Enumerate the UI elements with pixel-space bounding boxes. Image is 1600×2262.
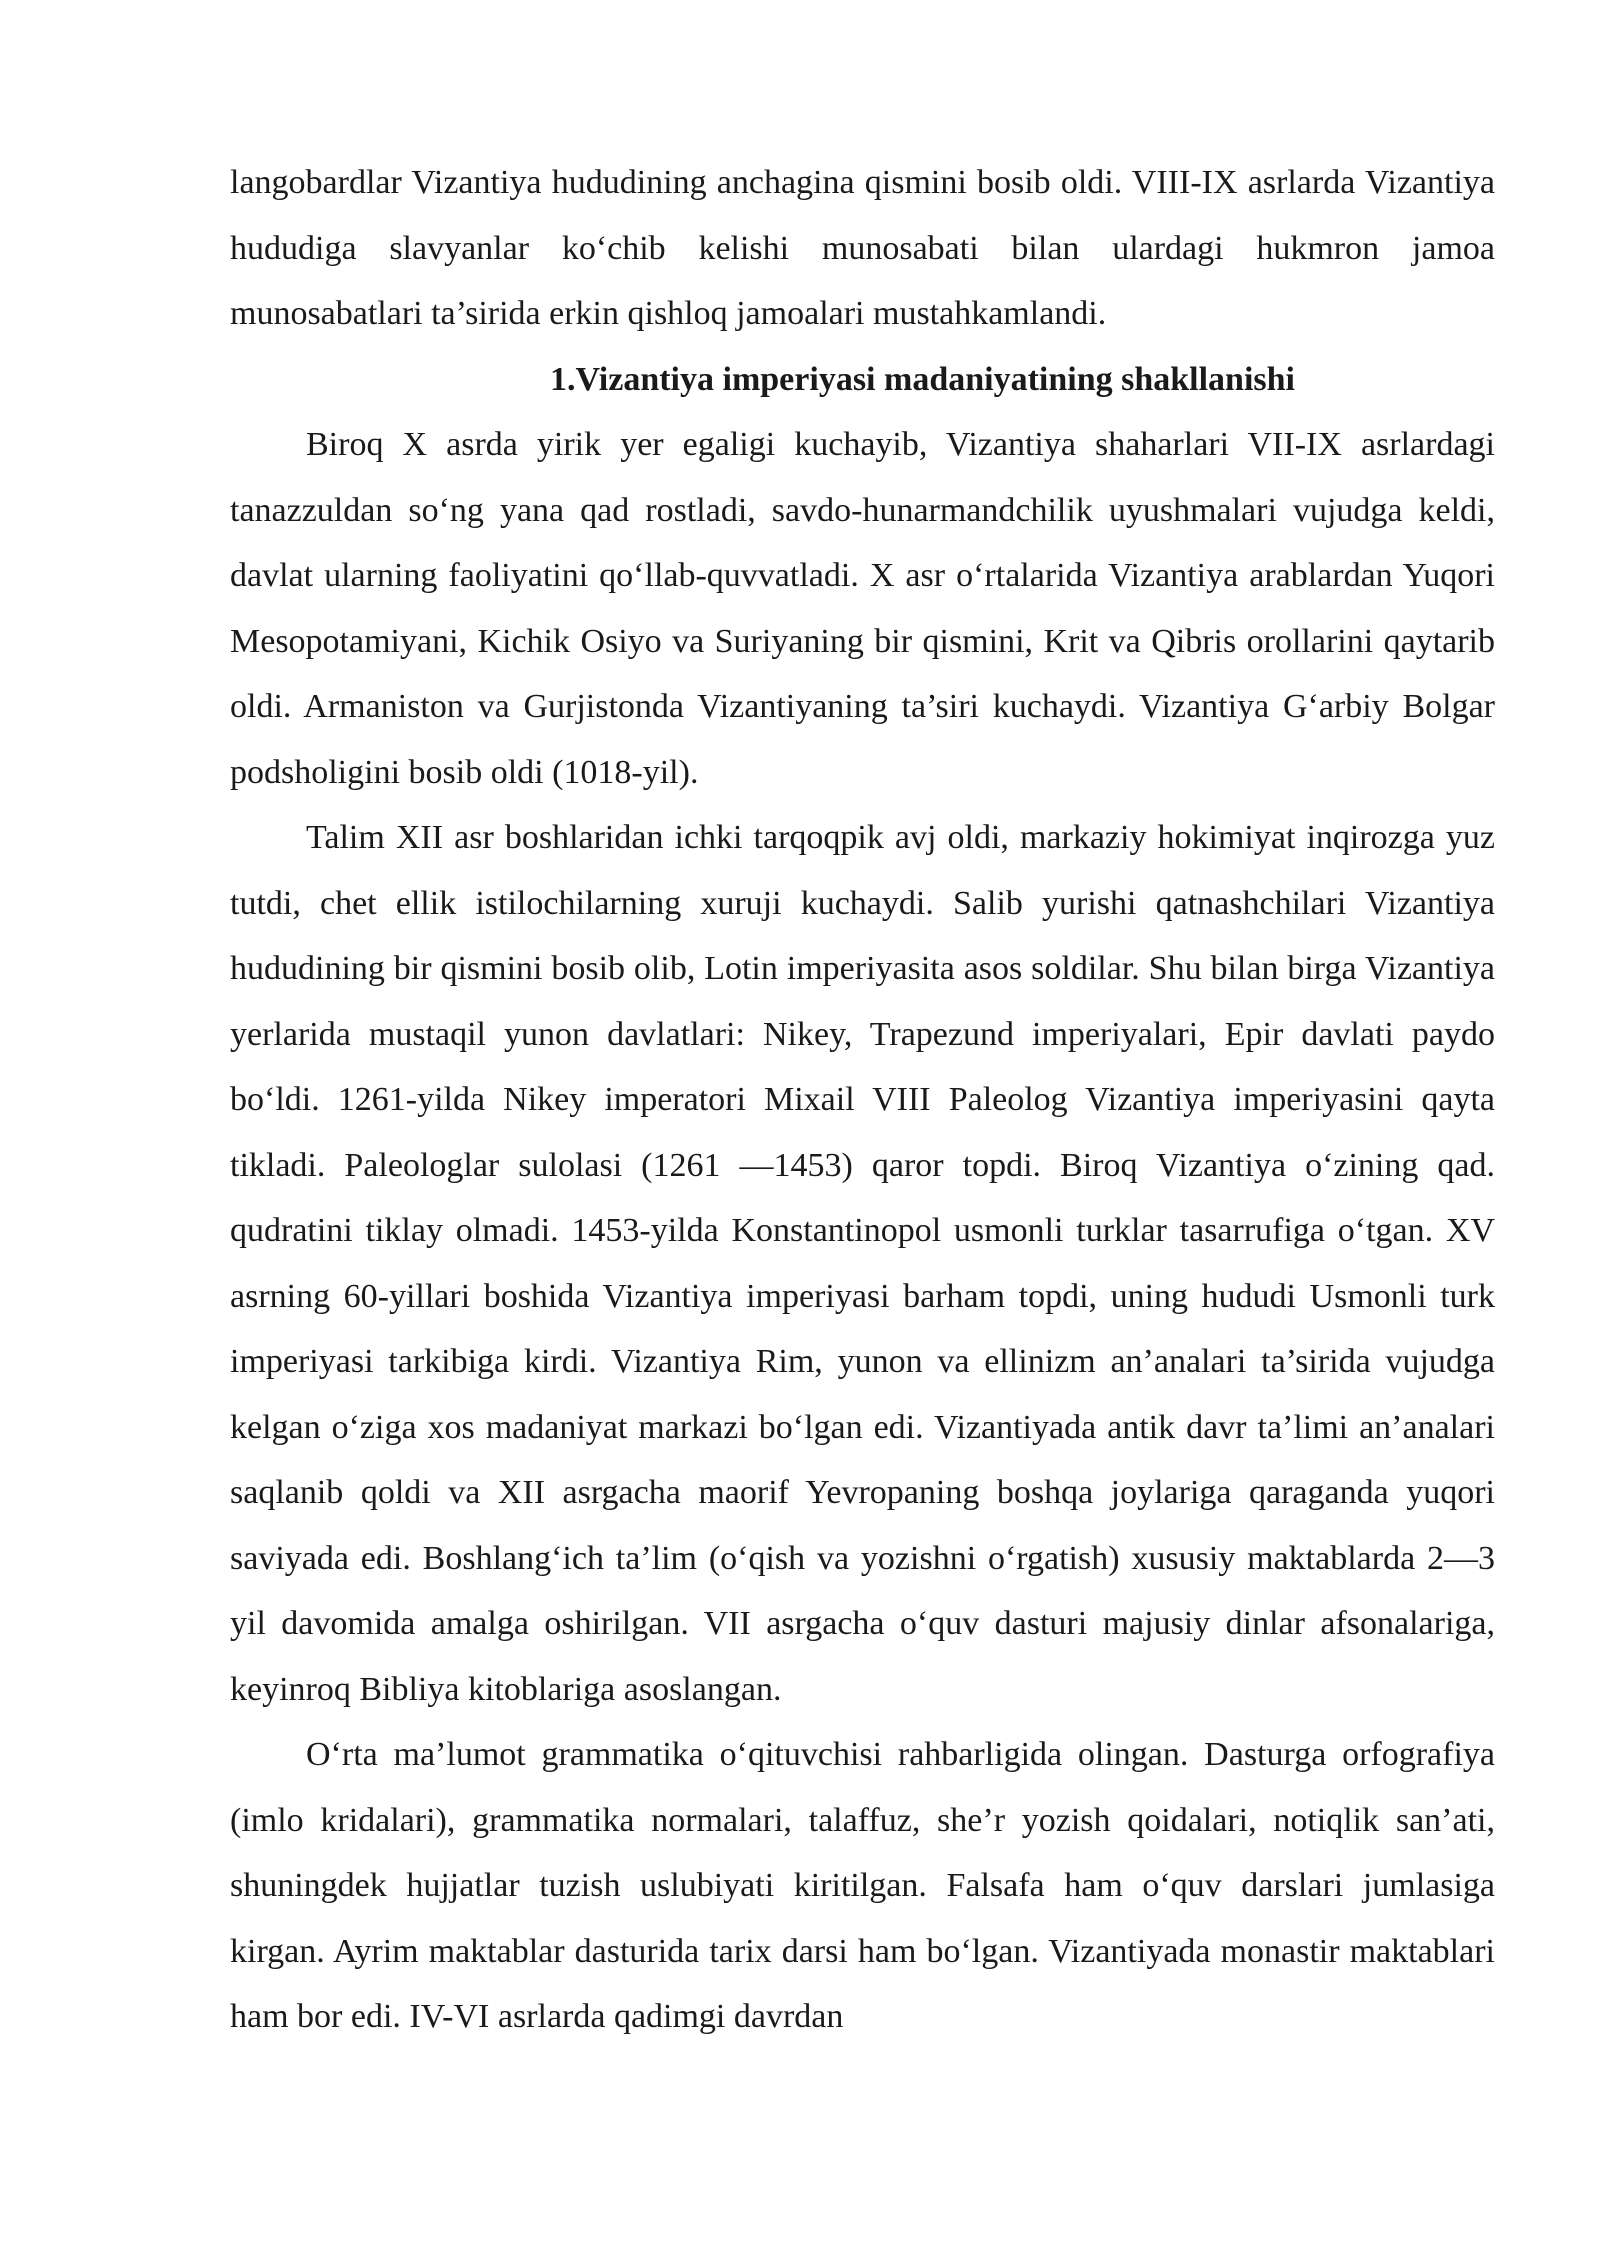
paragraph-2: Talim XII asr boshlaridan ichki tarqoqpik avj oldi, markaziy hokimiyat inqirozga yuz tutdi, chet ellik istilochilarning xuruji kuchaydi. Salib yurishi qatnashchilari Vizantiya hududining bir qismini bosib olib, Lotin imperiyasita asos soldilar. Shu bilan birga Vizantiya yerlarida mustaqil yunon davlatlari: Nikey, Trapezund imperiyalari, Epir davlati paydo bo‘ldi. 1261-yilda Nikey imperatori Mixail VIII Paleolog Vizantiya imperiyasini qayta tikladi. Paleologlar sulolasi (1261 —1453) qaror topdi. Biroq Vizantiya o‘zining qad. qudratini tiklay olmadi. 1453-yilda Konstantinopol usmonli turklar tasarrufiga o‘tgan. XV asrning 60-yillari boshida Vizantiya imperiyasi barham topdi, uning hududi Usmonli turk imperiyasi tarkibiga kirdi. Vizantiya Rim, yunon va ellinizm an’analari ta’sirida vujudga kelgan o‘ziga xos madaniyat markazi bo‘lgan edi. Vizantiyada antik davr ta’limi an’analari saqlanib qoldi va XII asrgacha maorif Yevropaning boshqa joylariga qaraganda yuqori saviyada edi. Boshlang‘ich ta’lim (o‘qish va yozishni o‘rgatish) xususiy maktablarda 2—3 yil davomida amalga oshirilgan. VII asrgacha o‘quv dasturi majusiy dinlar afsonalariga, keyinroq Bibliya kitoblariga asoslangan. <box>230 819 1495 1708</box>
intro-paragraph: langobardlar Vizantiya hududining anchagina qismini bosib oldi. VIII-IX asrlarda Vizantiya hududiga slavyanlar ko‘chib kelishi munosabati bilan ulardagi hukmron jamoa munosabatlari ta’sirida erkin qishloq jamoalari mustahkamlandi. <box>230 164 1495 332</box>
document-page <box>230 150 1495 2050</box>
paragraph-3: O‘rta ma’lumot grammatika o‘qituvchisi rahbarligida olingan. Dasturga orfografiya (imlo kridalari), grammatika normalari, talaffuz, she’r yozish qoidalari, notiqlik san’ati, shuningdek hujjatlar tuzish uslubiyati kiritilgan. Falsafa ham o‘quv darslari jumlasiga kirgan. Ayrim maktablar dasturida tarix darsi ham bo‘lgan. Vizantiyada monastir maktablari ham bor edi. IV-VI asrlarda qadimgi davrdan <box>230 1736 1495 2035</box>
paragraph-1: Biroq X asrda yirik yer egaligi kuchayib, Vizantiya shaharlari VII-IX asrlardagi tanazzuldan so‘ng yana qad rostladi, savdo-hunarmandchilik uyushmalari vujudga keldi, davlat ularning faoliyatini qo‘llab-quvvatladi. X asr o‘rtalarida Vizantiya arablardan Yuqori Mesopotamiyani, Kichik Osiyo va Suriyaning bir qismini, Krit va Qibris orollarini qaytarib oldi. Armaniston va Gurjistonda Vizantiyaning ta’siri kuchaydi. Vizantiya G‘arbiy Bolgar podsholigini bosib oldi (1018-yil). <box>230 426 1495 791</box>
section-heading: 1.Vizantiya imperiyasi madaniyatining shakllanishi <box>550 360 1295 398</box>
